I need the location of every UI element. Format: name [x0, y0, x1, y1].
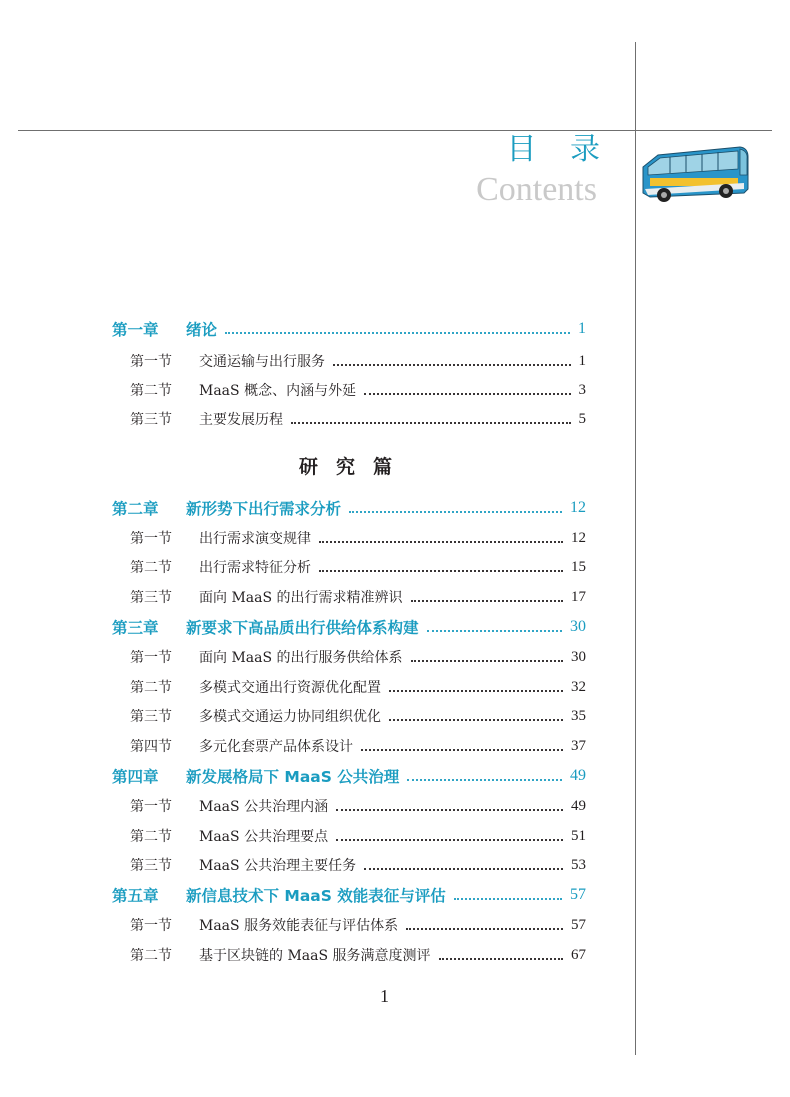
section-label: 第一节: [130, 918, 172, 934]
section-title: 多元化套票产品体系设计: [199, 739, 353, 755]
toc-section-entry[interactable]: [130, 348, 586, 374]
toc-chapter-entry[interactable]: [112, 316, 586, 342]
section-title: MaaS 公共治理要点: [199, 829, 329, 845]
section-label: 第一节: [130, 650, 172, 666]
page-ref: 57: [570, 886, 586, 903]
chapter-title: 新形势下出行需求分析: [186, 500, 342, 518]
section-title: MaaS 公共治理主要任务: [199, 858, 357, 874]
chapter-label: 第三章: [112, 619, 159, 637]
dot-leader: [411, 660, 563, 662]
page-ref: 1: [578, 320, 586, 337]
page-ref: 37: [571, 737, 586, 754]
dot-leader: [427, 630, 562, 632]
dot-leader: [336, 809, 563, 811]
toc-section-entry[interactable]: [130, 852, 586, 878]
section-label: 第二节: [130, 383, 172, 399]
toc-chapter-entry[interactable]: [112, 614, 586, 640]
section-title: 多模式交通出行资源优化配置: [199, 680, 381, 696]
page-subtitle: Contents: [476, 171, 597, 208]
chapter-title: 新要求下高品质出行供给体系构建: [186, 619, 419, 637]
toc-chapter-entry[interactable]: [112, 495, 586, 521]
section-title: 出行需求演变规律: [199, 531, 311, 547]
toc-section-entry[interactable]: [130, 554, 586, 580]
chapter-title: 绪论: [186, 321, 218, 339]
chapter-title: 新发展格局下 MaaS 公共治理: [186, 768, 400, 786]
section-title: 面向 MaaS 的出行需求精准辨识: [199, 590, 403, 606]
dot-leader: [319, 570, 563, 572]
chapter-label: 第四章: [112, 768, 159, 786]
dot-leader: [454, 898, 562, 900]
page-ref: 67: [571, 946, 586, 963]
toc-section-entry[interactable]: [130, 377, 586, 403]
page-ref: 12: [571, 529, 586, 546]
page-ref: 51: [571, 827, 586, 844]
toc-section-entry[interactable]: [130, 525, 586, 551]
page-ref: 49: [570, 767, 586, 784]
section-label: 第一节: [130, 354, 172, 370]
toc-section-entry[interactable]: [130, 584, 586, 610]
dot-leader: [411, 600, 563, 602]
dot-leader: [406, 928, 563, 930]
section-title: 交通运输与出行服务: [199, 354, 325, 370]
toc-chapter-entry[interactable]: [112, 882, 586, 908]
toc-section-entry[interactable]: [130, 912, 586, 938]
page-ref: 5: [578, 410, 586, 427]
part-heading: 研究篇: [299, 456, 411, 478]
page-ref: 49: [571, 797, 586, 814]
toc-section-entry[interactable]: [130, 942, 586, 968]
toc-section-entry[interactable]: [130, 703, 586, 729]
dot-leader: [333, 364, 571, 366]
section-title: 出行需求特征分析: [199, 560, 311, 576]
dot-leader: [319, 541, 563, 543]
page-ref: 17: [571, 588, 586, 605]
dot-leader: [439, 958, 563, 960]
section-label: 第一节: [130, 531, 172, 547]
section-label: 第一节: [130, 799, 172, 815]
section-title: 主要发展历程: [199, 412, 283, 428]
dot-leader: [364, 868, 563, 870]
dot-leader: [361, 749, 563, 751]
page-ref: 53: [571, 856, 586, 873]
page-number: 1: [380, 986, 389, 1006]
dot-leader: [389, 690, 563, 692]
page-ref: 15: [571, 558, 586, 575]
chapter-label: 第一章: [112, 321, 159, 339]
section-title: 基于区块链的 MaaS 服务满意度测评: [199, 948, 431, 964]
dot-leader: [389, 719, 563, 721]
toc-section-entry[interactable]: [130, 823, 586, 849]
section-label: 第三节: [130, 709, 172, 725]
chapter-label: 第二章: [112, 500, 159, 518]
page-ref: 57: [571, 916, 586, 933]
page-ref: 35: [571, 707, 586, 724]
section-label: 第三节: [130, 858, 172, 874]
toc-chapter-entry[interactable]: [112, 763, 586, 789]
toc-section-entry[interactable]: [130, 644, 586, 670]
section-label: 第二节: [130, 680, 172, 696]
dot-leader: [364, 393, 570, 395]
toc-section-entry[interactable]: [130, 793, 586, 819]
toc-section-entry[interactable]: [130, 674, 586, 700]
toc-section-entry[interactable]: [130, 733, 586, 759]
dot-leader: [336, 839, 563, 841]
dot-leader: [349, 511, 562, 513]
section-title: MaaS 概念、内涵与外延: [199, 383, 357, 399]
section-title: 多模式交通运力协同组织优化: [199, 709, 381, 725]
section-title: 面向 MaaS 的出行服务供给体系: [199, 650, 403, 666]
page-title: 目 录: [506, 132, 612, 167]
chapter-title: 新信息技术下 MaaS 效能表征与评估: [186, 887, 446, 905]
section-label: 第二节: [130, 560, 172, 576]
section-title: MaaS 公共治理内涵: [199, 799, 329, 815]
dot-leader: [291, 422, 571, 424]
page-ref: 1: [578, 352, 586, 369]
section-label: 第二节: [130, 948, 172, 964]
page-ref: 12: [570, 499, 586, 516]
page-ref: 30: [571, 648, 586, 665]
section-label: 第二节: [130, 829, 172, 845]
section-label: 第三节: [130, 590, 172, 606]
page-ref: 3: [578, 381, 586, 398]
page-ref: 32: [571, 678, 586, 695]
section-title: MaaS 服务效能表征与评估体系: [199, 918, 399, 934]
section-label: 第三节: [130, 412, 172, 428]
dot-leader: [407, 779, 562, 781]
dot-leader: [225, 332, 570, 334]
chapter-label: 第五章: [112, 887, 159, 905]
section-label: 第四节: [130, 739, 172, 755]
page-ref: 30: [570, 618, 586, 635]
toc-section-entry[interactable]: [130, 406, 586, 432]
